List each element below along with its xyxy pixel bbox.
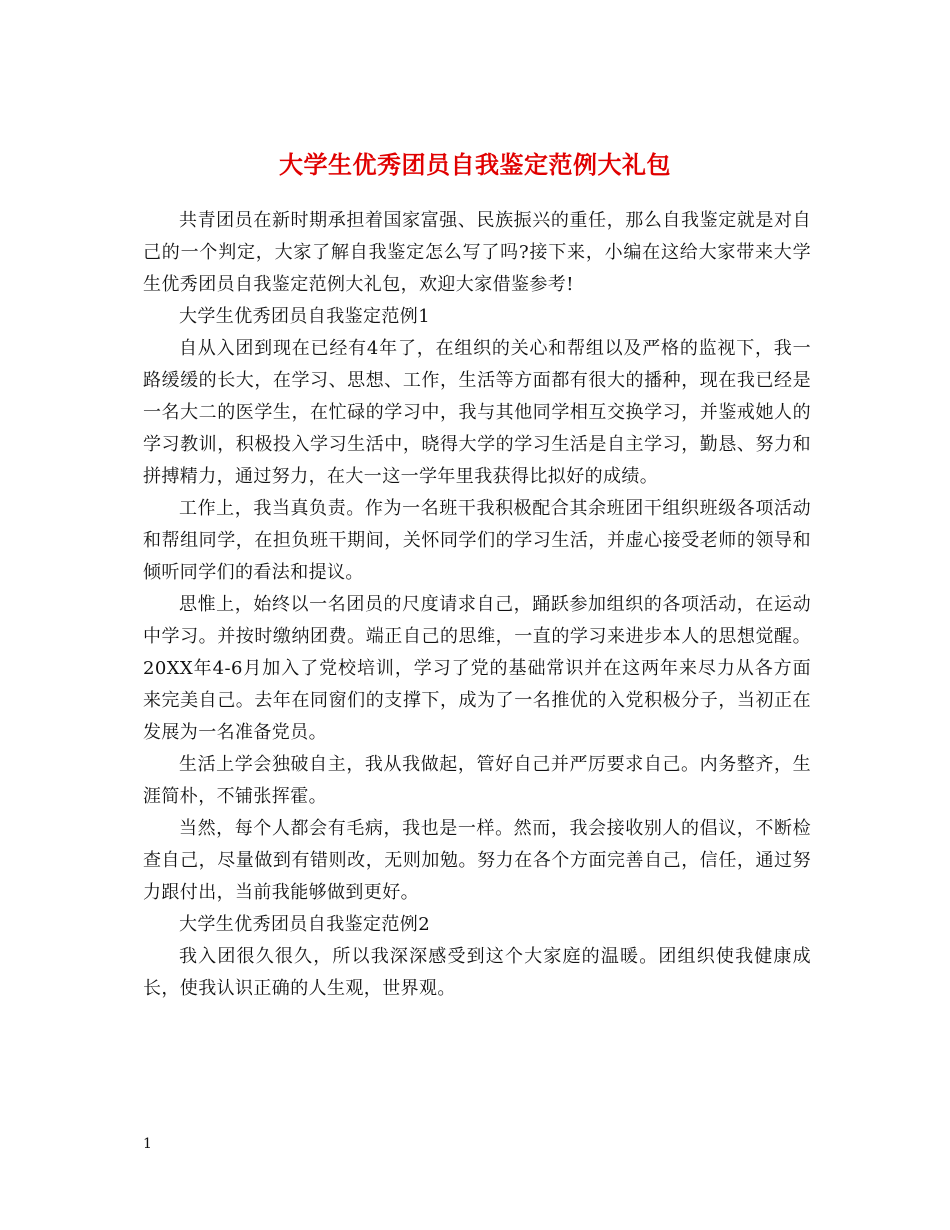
- body-paragraph: 当然，每个人都会有毛病，我也是一样。然而，我会接收别人的倡议，不断检查自己，尽量做到有错则改，无则加勉。努力在各个方面完善自己，信任，通过努力跟付出，当前我能够做到更好。: [143, 818, 811, 903]
- document-title: 大学生优秀团员自我鉴定范例大礼包: [279, 150, 671, 180]
- intro-paragraph: 共青团员在新时期承担着国家富强、民族振兴的重任，那么自我鉴定就是对自己的一个判定，大家了解自我鉴定怎么写了吗?接下来，小编在这给大家带来大学生优秀团员自我鉴定范例大礼包，欢迎大家借鉴参考!: [143, 210, 811, 295]
- body-paragraph: 我入团很久很久，所以我深深感受到这个大家庭的温暖。团组织使我健康成长，使我认识正确的人生观，世界观。: [143, 946, 811, 999]
- body-paragraph: 思惟上，始终以一名团员的尺度请求自己，踊跃参加组织的各项活动，在运动中学习。并按时缴纳团费。端正自己的思维，一直的学习来进步本人的思想觉醒。20XX年4-6月加入了党校培训，学习了党的基础常识并在这两年来尽力从各方面来完美自己。去年在同窗们的支撑下，成为了一名推优的入党积极分子，当初正在发展为一名准备党员。: [143, 594, 811, 743]
- body-paragraph: 工作上，我当真负责。作为一名班干我积极配合其余班团干组织班级各项活动和帮组同学，在担负班干期间，关怀同学们的学习生活，并虚心接受老师的领导和倾听同学们的看法和提议。: [143, 498, 811, 583]
- body-paragraph: 自从入团到现在已经有4年了，在组织的关心和帮组以及严格的监视下，我一路缓缓的长大，在学习、思想、工作，生活等方面都有很大的播种，现在我已经是一名大二的医学生，在忙碌的学习中，我与其他同学相互交换学习，并鉴戒她人的学习教训，积极投入学习生活中，晓得大学的学习生活是自主学习，勤恳、努力和拼搏精力，通过努力，在大一这一学年里我获得比拟好的成绩。: [143, 338, 811, 487]
- page-number: 1: [143, 1136, 152, 1152]
- body-paragraph: 生活上学会独破自主，我从我做起，管好自己并严厉要求自己。内务整齐，生涯简朴，不铺张挥霍。: [143, 754, 811, 807]
- section-heading-example-2: 大学生优秀团员自我鉴定范例2: [179, 914, 431, 935]
- section-heading-example-1: 大学生优秀团员自我鉴定范例1: [179, 306, 431, 327]
- document-body: [143, 205, 811, 1005]
